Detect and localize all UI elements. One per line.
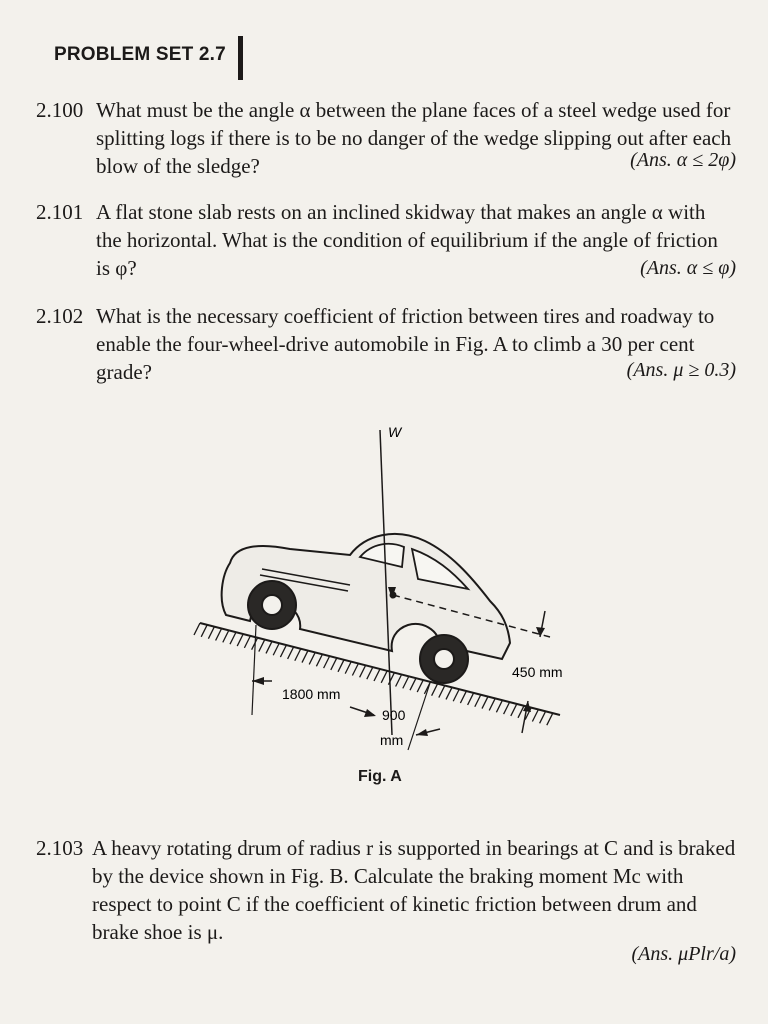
hatch-mark [540, 711, 546, 723]
hatch-mark [374, 669, 380, 681]
problem-number: 2.103 [36, 836, 84, 860]
problem-answer: (Ans. μ ≥ 0.3) [626, 359, 736, 381]
hatch-mark [338, 660, 344, 672]
hatch-mark [475, 695, 481, 707]
hatch-mark [360, 665, 366, 677]
problem-text: A flat stone slab rests on an inclined skidway that makes an angle α with the horizontal. What is the condition of equilibrium if the angle of friction is φ? [96, 200, 718, 280]
problem-answer: (Ans. α ≤ φ) [640, 257, 736, 279]
hatch-mark [396, 675, 402, 687]
hatch-mark [280, 645, 286, 657]
weight-label: W [388, 424, 402, 440]
problem-2-102 [36, 302, 736, 386]
hatch-mark [417, 680, 423, 692]
hatch-mark [324, 656, 330, 668]
problem-number: 2.102 [36, 304, 84, 328]
hatch-mark [273, 643, 279, 655]
hatch-mark [518, 706, 524, 718]
hatch-mark [446, 687, 452, 699]
hatch-mark [266, 641, 272, 653]
section-title: PROBLEM SET 2.7 [54, 44, 226, 65]
hatch-mark [259, 640, 265, 652]
hatch-mark [288, 647, 294, 659]
hatch-mark [460, 691, 466, 703]
hatch-mark [230, 632, 236, 644]
hatch-mark [331, 658, 337, 670]
hatch-mark [532, 709, 538, 721]
problem-number: 2.100 [36, 98, 84, 122]
hatch-mark [244, 636, 250, 648]
hatch-mark [468, 693, 474, 705]
hatch-mark [403, 676, 409, 688]
hatch-mark [208, 627, 214, 639]
hatch-mark [302, 651, 308, 663]
hatch-mark [496, 700, 502, 712]
problem-answer: (Ans. α ≤ 2φ) [630, 149, 736, 171]
hatch-mark [309, 652, 315, 664]
hatch-mark [410, 678, 416, 690]
problem-number: 2.101 [36, 200, 84, 224]
hatch-mark [201, 625, 207, 637]
figure-a [190, 415, 590, 795]
problem-2-101 [36, 198, 736, 282]
hatch-mark [511, 704, 517, 716]
hatch-mark [453, 689, 459, 701]
hatch-mark [482, 697, 488, 709]
problem-text: A heavy rotating drum of radius r is supported in bearings at C and is braked by the device shown in Fig. B. Calculate the braking moment Mc with respect to point C if the coefficient of kinetic friction between drum and brake shoe is μ. [92, 836, 736, 944]
figure-caption: Fig. A [358, 768, 402, 785]
hatch-mark [352, 663, 358, 675]
problem-2-100 [36, 96, 736, 180]
hatch-mark [439, 686, 445, 698]
header-divider [238, 36, 243, 80]
problem-text: What is the necessary coefficient of friction between tires and roadway to enable the four-wheel-drive automobile in Fig. A to climb a 30 per cent grade? [96, 304, 715, 384]
hatch-mark [504, 702, 510, 714]
hatch-mark [223, 630, 229, 642]
dim-height-label: 450 mm [512, 664, 563, 680]
hatch-mark [489, 698, 495, 710]
hatch-mark [316, 654, 322, 666]
rear-hub [262, 595, 282, 615]
dim-front-label-2: mm [380, 732, 404, 748]
hatch-mark [381, 671, 387, 683]
problem-text: What must be the angle α between the plane faces of a steel wedge used for splitting logs if there is to be no danger of the wedge slipping out after each blow of the sledge? [96, 98, 732, 178]
front-hub [434, 649, 454, 669]
hatch-mark [432, 684, 438, 696]
problem-answer: (Ans. μPlr/a) [631, 943, 736, 965]
dim-front-label-1: 900 [382, 707, 406, 723]
hatch-mark [547, 713, 553, 725]
rear-dim-extension [252, 625, 256, 715]
hatch-mark [216, 629, 222, 641]
hatch-mark [194, 623, 200, 635]
hatch-mark [295, 649, 301, 661]
hatch-mark [345, 662, 351, 674]
hatch-mark [237, 634, 243, 646]
problem-2-103 [36, 834, 736, 965]
car-incline-diagram [190, 415, 590, 795]
hatch-mark [367, 667, 373, 679]
dim-rear-label: 1800 mm [282, 686, 341, 702]
front-dim-extension [408, 683, 430, 750]
